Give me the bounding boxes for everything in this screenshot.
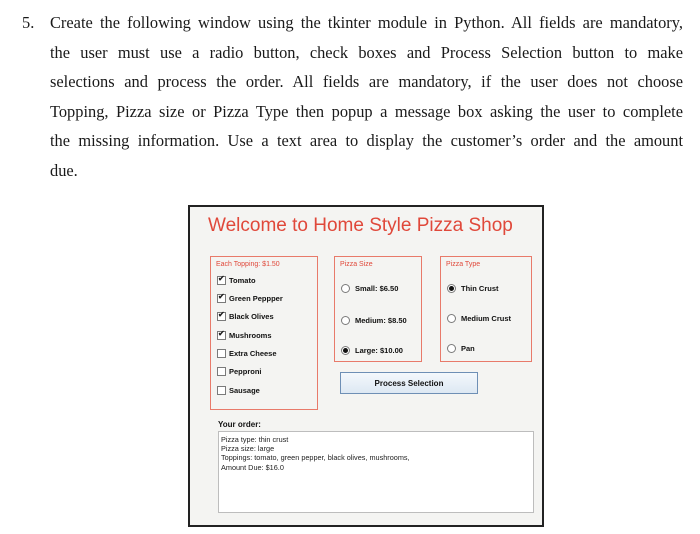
- topping-mushrooms[interactable]: [217, 328, 272, 342]
- radio-icon[interactable]: [341, 346, 350, 355]
- topping-label: Green Peppper: [229, 293, 283, 303]
- radio-icon[interactable]: [447, 314, 456, 323]
- checkbox-icon[interactable]: [217, 312, 226, 321]
- checkbox-icon[interactable]: [217, 367, 226, 376]
- size-label: Large: $10.00: [355, 345, 403, 355]
- process-selection-button[interactable]: Process Selection: [340, 372, 478, 394]
- type-pan-option[interactable]: [447, 341, 475, 355]
- topping-black-olives[interactable]: [217, 309, 274, 323]
- size-label: Medium: $8.50: [355, 315, 407, 325]
- order-line: Pizza size: large: [221, 444, 275, 454]
- order-line: Pizza type: thin crust: [221, 435, 289, 444]
- type-group-title: Pizza Type: [446, 261, 481, 268]
- pizza-app-window: [188, 205, 544, 527]
- topping-pepperoni[interactable]: [217, 364, 262, 378]
- type-thin-crust-option[interactable]: [447, 281, 499, 295]
- type-label: Pan: [461, 343, 475, 353]
- pizza-size-group: [334, 256, 422, 362]
- type-label: Thin Crust: [461, 283, 499, 293]
- radio-icon[interactable]: [447, 344, 456, 353]
- checkbox-icon[interactable]: [217, 386, 226, 395]
- radio-icon[interactable]: [447, 284, 456, 293]
- topping-label: Mushrooms: [229, 330, 272, 340]
- question-line: Create the following window using the tkinter module in Python. All fields are mandatory,: [50, 13, 683, 32]
- size-large-option[interactable]: [341, 343, 403, 357]
- order-line: Amount Due: $16.0: [221, 462, 284, 472]
- topping-extra-cheese[interactable]: [217, 346, 277, 360]
- topping-label: Extra Cheese: [229, 348, 277, 358]
- question-line: the user must use a radio button, check boxes and Process Selection button to make: [50, 42, 683, 62]
- type-medium-crust-option[interactable]: [447, 311, 511, 325]
- question-line: selections and process the order. All fields are mandatory, if the user does not choose: [50, 72, 683, 92]
- question-number: 5.: [22, 13, 35, 32]
- question-line: Topping, Pizza size or Pizza Type then popup a message box asking the user to complete: [50, 101, 683, 121]
- radio-icon[interactable]: [341, 316, 350, 325]
- size-medium-option[interactable]: [341, 313, 407, 327]
- topping-label: Pepproni: [229, 366, 262, 376]
- checkbox-icon[interactable]: [217, 331, 226, 340]
- checkbox-icon[interactable]: [217, 349, 226, 358]
- topping-green-pepper[interactable]: [217, 291, 283, 305]
- topping-sausage[interactable]: [217, 383, 260, 397]
- toppings-group: [210, 256, 318, 410]
- size-label: Small: $6.50: [355, 283, 399, 293]
- question-line: the missing information. Use a text area to display the customer’s order and the amount: [50, 131, 683, 151]
- order-text-area[interactable]: [218, 431, 534, 513]
- radio-icon[interactable]: [341, 284, 350, 293]
- size-group-title: Pizza Size: [340, 261, 373, 268]
- type-label: Medium Crust: [461, 313, 512, 323]
- question-line: due.: [50, 161, 78, 180]
- size-small-option[interactable]: [341, 281, 398, 295]
- topping-label: Tomato: [229, 275, 256, 285]
- pizza-type-group: [440, 256, 532, 362]
- window-title: Welcome to Home Style Pizza Shop: [208, 215, 513, 236]
- order-line: Toppings: tomato, green pepper, black olives, mushrooms,: [221, 453, 410, 463]
- toppings-group-title: Each Topping: $1.50: [216, 261, 280, 268]
- checkbox-icon[interactable]: [217, 294, 226, 303]
- topping-tomato[interactable]: [217, 273, 256, 287]
- topping-label: Black Olives: [229, 311, 274, 321]
- order-label: Your order:: [218, 420, 261, 429]
- topping-label: Sausage: [229, 385, 260, 395]
- checkbox-icon[interactable]: [217, 276, 226, 285]
